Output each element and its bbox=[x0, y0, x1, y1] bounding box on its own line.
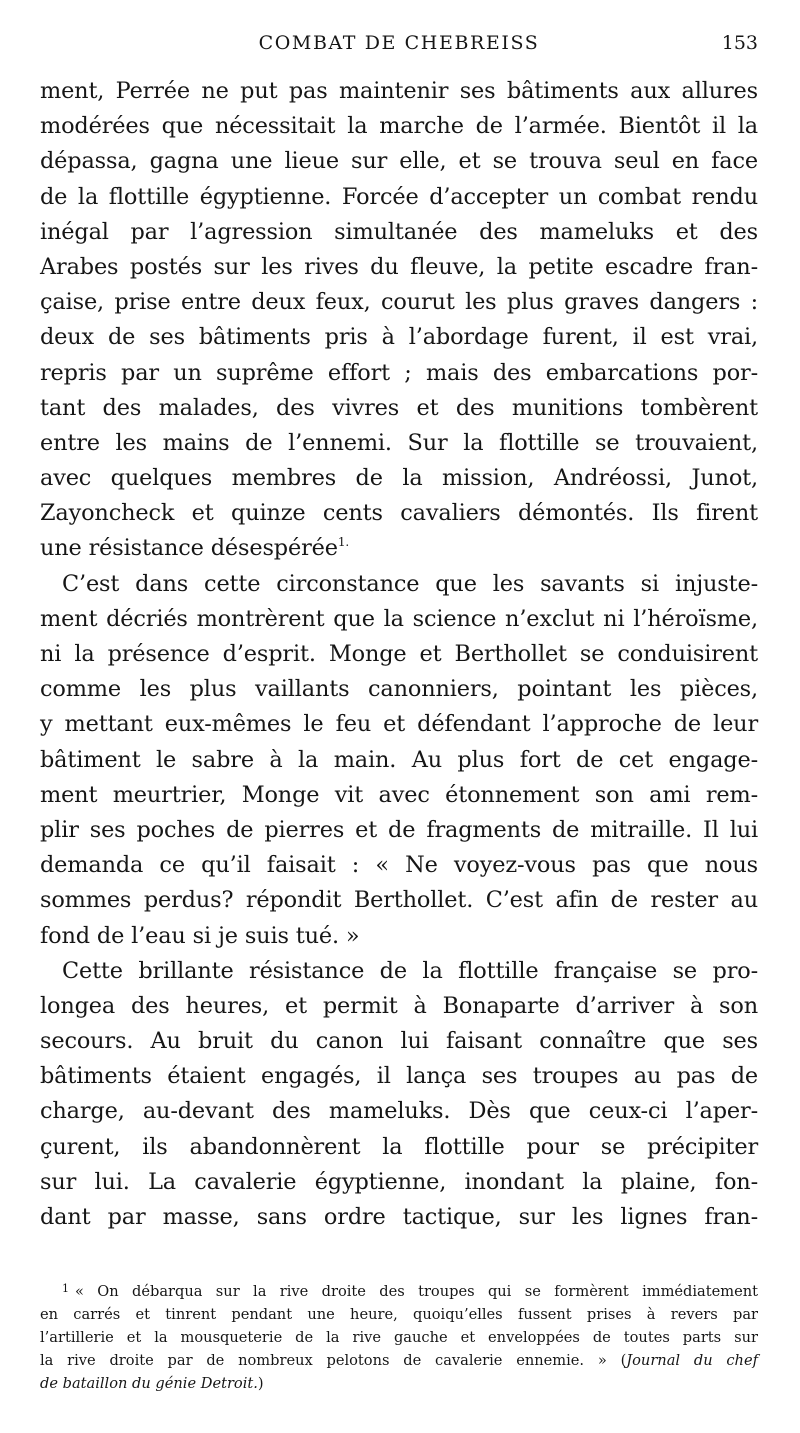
text-line: çaise, prise entre deux feux, courut les plus graves dangers : bbox=[40, 289, 758, 316]
footnote-citation: Journal du chef bbox=[626, 1352, 758, 1369]
footnote-citation: de bataillon du génie Detroit. bbox=[40, 1375, 258, 1392]
footnote-line: en carrés et tinrent pendant une heure, quoiqu’elles fussent prises à revers par bbox=[40, 1306, 758, 1323]
running-head bbox=[40, 30, 758, 60]
text-line: modérées que nécessitait la marche de l’armée. Bientôt il la bbox=[40, 113, 758, 140]
text-line: repris par un suprême effort ; mais des embarcations por- bbox=[40, 359, 758, 386]
text-line: ment décriés montrèrent que la science n’exclut ni l’héroïsme, bbox=[40, 605, 758, 632]
page-number: 153 bbox=[721, 32, 758, 54]
text-line: dépassa, gagna une lieue sur elle, et se trouva seul en face bbox=[40, 148, 758, 175]
footnote-line: l’artillerie et la mousqueterie de la rive gauche et enveloppées de toutes parts sur bbox=[40, 1329, 758, 1346]
text-line: deux de ses bâtiments pris à l’abordage furent, il est vrai, bbox=[40, 324, 758, 351]
text-line: comme les plus vaillants canonniers, pointant les pièces, bbox=[40, 676, 758, 703]
text-line: Zayoncheck et quinze cents cavaliers démontés. Ils firent bbox=[40, 500, 758, 527]
text-line: plir ses poches de pierres et de fragments de mitraille. Il lui bbox=[40, 816, 758, 843]
footnote-line bbox=[40, 1349, 758, 1372]
text-line: de la flottille égyptienne. Forcée d’accepter un combat rendu bbox=[40, 183, 758, 210]
text-line: bâtiment le sabre à la main. Au plus fort de cet engage- bbox=[40, 746, 758, 773]
text-line-content: une résistance désespérée bbox=[40, 535, 338, 562]
text-line: ni la présence d’esprit. Monge et Berthollet se conduisirent bbox=[40, 641, 758, 667]
text-line: secours. Au bruit du canon lui faisant connaître que ses bbox=[40, 1028, 758, 1055]
footnote-text: la rive droite par de nombreux pelotons de cavalerie ennemie. » ( bbox=[40, 1352, 627, 1369]
text-line: bâtiments étaient engagés, il lança ses troupes au pas de bbox=[40, 1063, 758, 1090]
footnote-line bbox=[40, 1280, 758, 1303]
text-line: Cette brillante résistance de la flottille française se pro- bbox=[62, 957, 758, 984]
text-line: sommes perdus? répondit Berthollet. C’est afin de rester au bbox=[40, 887, 758, 914]
text-line: demanda ce qu’il faisait : « Ne voyez-vous pas que nous bbox=[40, 852, 758, 879]
text-line: fond de l’eau si je suis tué. » bbox=[40, 922, 360, 949]
footnote-text: « On débarqua sur la rive droite des troupes qui se formèrent immédiatement bbox=[75, 1283, 758, 1300]
text-line: sur lui. La cavalerie égyptienne, inondant la plaine, fon- bbox=[40, 1168, 758, 1195]
footnote-line bbox=[40, 1372, 758, 1395]
text-line: çurent, ils abandonnèrent la flottille pour se précipiter bbox=[40, 1133, 758, 1160]
running-title: COMBAT DE CHEBREISS bbox=[258, 32, 540, 54]
footnote bbox=[40, 1280, 758, 1395]
footnote-number: 1 bbox=[62, 1282, 69, 1295]
text-line: charge, au-devant des mameluks. Dès que ceux-ci l’aper- bbox=[40, 1098, 758, 1125]
text-line: entre les mains de l’ennemi. Sur la flottille se trouvaient, bbox=[40, 429, 758, 456]
text-line: ment meurtrier, Monge vit avec étonnement son ami rem- bbox=[40, 781, 758, 808]
text-line: avec quelques membres de la mission, Andréossi, Junot, bbox=[40, 465, 758, 492]
text-line: y mettant eux-mêmes le feu et défendant l’approche de leur bbox=[40, 711, 758, 738]
text-line: tant des malades, des vivres et des munitions tombèrent bbox=[40, 394, 758, 421]
text-line: ment, Perrée ne put pas maintenir ses bâtiments aux allures bbox=[40, 78, 758, 104]
text-line: C’est dans cette circonstance que les savants si injuste- bbox=[62, 570, 758, 597]
footnote-reference: 1. bbox=[337, 535, 349, 550]
text-line: longea des heures, et permit à Bonaparte d’arriver à son bbox=[40, 992, 758, 1019]
footnote-text: ) bbox=[257, 1375, 264, 1392]
text-line bbox=[40, 531, 758, 566]
text-line: dant par masse, sans ordre tactique, sur les lignes fran- bbox=[40, 1204, 758, 1230]
text-line: inégal par l’agression simultanée des mameluks et des bbox=[40, 218, 758, 245]
main-text bbox=[40, 74, 758, 1235]
text-line: Arabes postés sur les rives du fleuve, la petite escadre fran- bbox=[40, 253, 758, 280]
